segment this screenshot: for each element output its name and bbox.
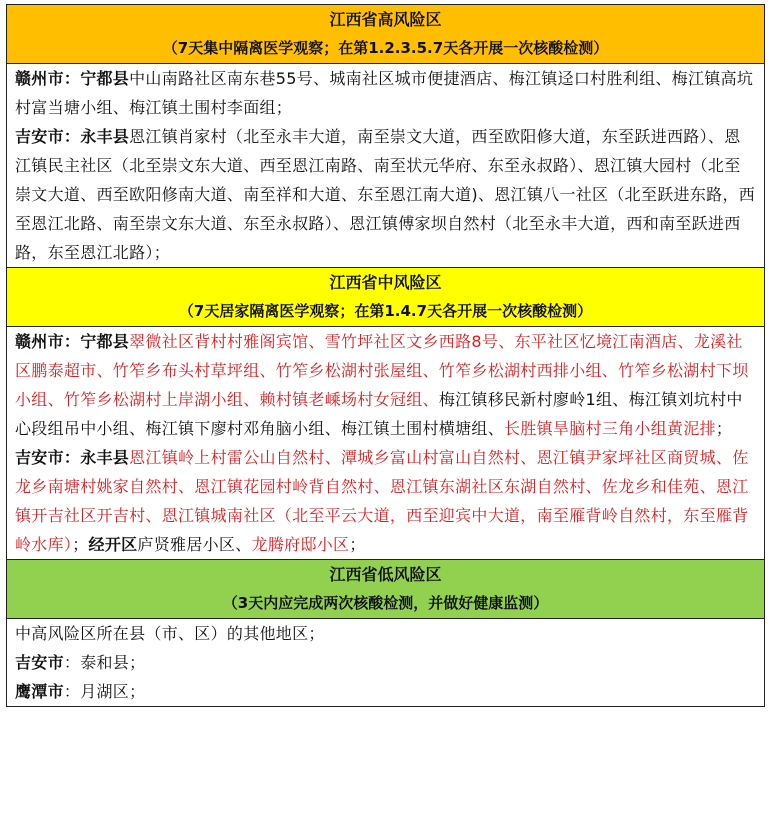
medium-risk-title: 江西省中风险区 xyxy=(329,273,442,292)
low-risk-subtitle: （3天内应完成两次核酸检测，并做好健康监测） xyxy=(222,594,549,612)
area-list: 梅江镇移民新村廖岭1组、梅江镇刘坑村中心段组吊中小组、梅江镇下廖村邓角脑小组、梅江镇土围村横塘组、 xyxy=(15,390,743,438)
county-name: 宁都县 xyxy=(80,69,130,88)
medium-risk-header xyxy=(7,268,765,327)
high-risk-header xyxy=(7,5,765,64)
low-risk-header xyxy=(7,560,765,619)
county-name: 宁都县 xyxy=(80,332,130,351)
city-name: 赣州市： xyxy=(15,332,81,351)
area-list-red: 龙腾府邸小区 xyxy=(251,535,350,554)
high-risk-jian-paragraph xyxy=(15,122,756,267)
city-name: 鹰潭市 xyxy=(15,682,64,701)
medium-risk-body-row xyxy=(7,327,765,560)
risk-area-table-container xyxy=(6,4,765,707)
high-risk-subtitle: （7天集中隔离医学观察；在第1.2.3.5.7天各开展一次核酸检测） xyxy=(162,39,609,57)
area-list: ：泰和县； xyxy=(63,653,146,672)
low-risk-jian-paragraph xyxy=(15,648,756,677)
medium-risk-jian-paragraph xyxy=(15,443,756,559)
low-risk-body-row xyxy=(7,619,765,707)
city-name: 赣州市： xyxy=(15,69,81,88)
separator: ； xyxy=(72,535,89,554)
county-name: 永丰县 xyxy=(80,448,130,467)
area-list: 恩江镇肖家村（北至永丰大道，南至崇文大道，西至欧阳修大道，东至跃进西路）、恩江镇民主社区（北至崇文东大道、西至恩江南路、南至状元华府、东至永叔路）、恩江镇大园村（北至崇文大道、西至欧阳修南大道、南至祥和大道、东至恩江南大道)、恩江镇八一社区（北至跃进东路，西至恩江北路、南至崇文东大道、东至永叔路）、恩江镇傅家坝自然村（北至永丰大道，西和南至跃进西路，东至恩江北路）； xyxy=(15,127,756,262)
area-list-end: ； xyxy=(715,419,733,438)
high-risk-header-row xyxy=(7,5,765,64)
low-risk-header-row xyxy=(7,560,765,619)
medium-risk-body xyxy=(7,327,765,560)
city-name: 吉安市： xyxy=(15,127,81,146)
area-list-red: 长胜镇旱脑村三角小组黄泥排 xyxy=(504,419,716,438)
area-list-end: ； xyxy=(349,535,366,554)
area-list: 中山南路社区南东巷55号、城南社区城市便捷酒店、梅江镇迳口村胜利组、梅江镇高坑村富当塘小组、梅江镇土围村李面组； xyxy=(15,69,754,117)
high-risk-ganzhou-paragraph xyxy=(15,64,756,122)
low-risk-title: 江西省低风险区 xyxy=(329,565,442,584)
area-list-red: 翠微社区背村村雅阁宾馆、雪竹坪社区文乡西路8号、东平社区忆境江南酒店、龙溪社区鹏泰超市、竹笮乡布头村草坪组、竹笮乡松湖村张屋组、竹笮乡松湖村西排小组、竹笮乡松湖村下坝小组、竹笮乡松湖村上岸湖小组、赖村镇老嵊场村女冠组、 xyxy=(15,332,749,409)
medium-risk-header-row xyxy=(7,268,765,327)
low-risk-body xyxy=(7,619,765,707)
area-list: 中高风险区所在县（市、区）的其他地区； xyxy=(15,624,325,643)
area-list: ：月湖区； xyxy=(63,682,146,701)
risk-area-table xyxy=(6,4,765,707)
county-name: 永丰县 xyxy=(80,127,130,146)
area-list-red: 恩江镇岭上村雷公山自然村、潭城乡富山村富山自然村、恩江镇尹家坪社区商贸城、佐龙乡南塘村姚家自然村、恩江镇花园村岭背自然村、恩江镇东湖社区东湖自然村、佐龙乡和佳苑、恩江镇开吉社区开吉村、恩江镇城南社区（北至平云大道，西至迎宾中大道，南至雁背岭自然村，东至雁背岭水库） xyxy=(15,448,749,554)
district-name: 经开区 xyxy=(88,535,138,554)
medium-risk-ganzhou-paragraph xyxy=(15,327,756,443)
low-risk-yingtan-paragraph xyxy=(15,677,756,706)
high-risk-title: 江西省高风险区 xyxy=(329,10,442,29)
high-risk-body xyxy=(7,64,765,268)
area-list: 庐贤雅居小区、 xyxy=(137,535,252,554)
city-name: 吉安市 xyxy=(15,653,64,672)
high-risk-body-row xyxy=(7,64,765,268)
city-name: 吉安市： xyxy=(15,448,81,467)
medium-risk-subtitle: （7天居家隔离医学观察；在第1.4.7天各开展一次核酸检测） xyxy=(178,302,593,320)
low-risk-general-paragraph xyxy=(15,619,756,648)
